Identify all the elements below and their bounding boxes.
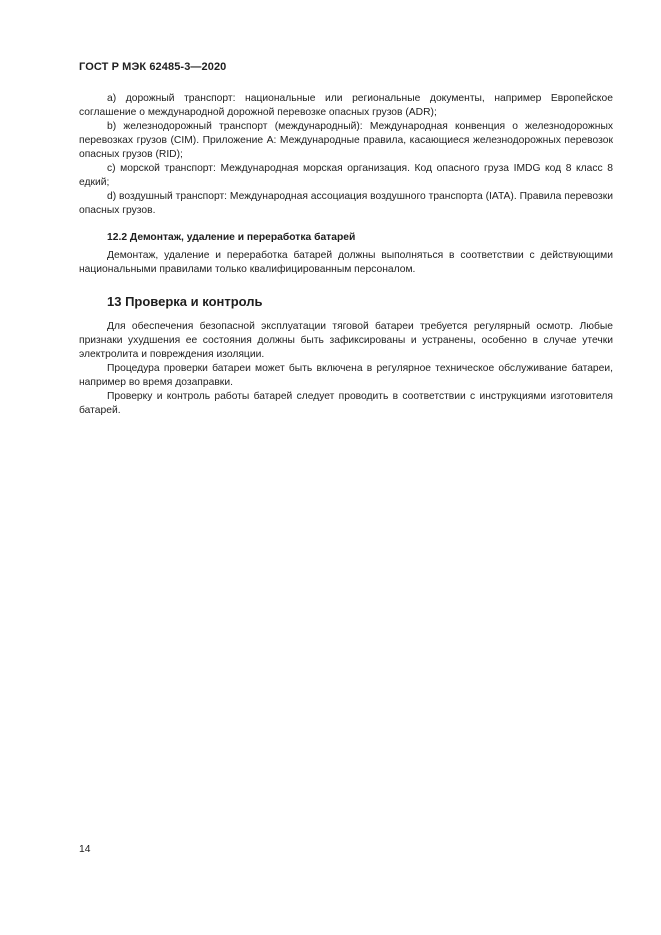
paragraph: Процедура проверки батареи может быть включена в регулярное техническое обслуживание батареи, например во время дозаправки. xyxy=(79,363,613,388)
transport-item-road: а) дорожный транспорт: национальные или региональные документы, например Европейское соглашение о международной дорожной перевозке опасных грузов (ADR); xyxy=(79,93,613,118)
section-heading: 13 Проверка и контроль xyxy=(107,294,263,309)
paragraph: Проверку и контроль работы батарей следует проводить в соответствии с инструкциями изготовителя батарей. xyxy=(79,391,613,416)
paragraph: Демонтаж, удаление и переработка батарей должны выполняться в соответствии с действующими национальными правилами только квалифицированным персоналом. xyxy=(79,250,613,275)
document-header: ГОСТ Р МЭК 62485-3—2020 xyxy=(79,61,227,73)
subsection-heading: 12.2 Демонтаж, удаление и переработка батарей xyxy=(107,232,356,243)
paragraph: Для обеспечения безопасной эксплуатации тяговой батареи требуется регулярный осмотр. Любые признаки ухудшения ее состояния должны быть зафиксированы и устранены, особенно в случае утечки электролита и повреждения изоляции. xyxy=(79,321,613,360)
transport-item-air: d) воздушный транспорт: Международная ассоциация воздушного транспорта (IATA). Правила перевозки опасных грузов. xyxy=(79,191,613,216)
page-number: 14 xyxy=(79,844,91,855)
page-content xyxy=(79,92,613,418)
transport-item-sea: с) морской транспорт: Международная морская организация. Код опасного груза IMDG код 8 класс 8 едкий; xyxy=(79,163,613,188)
transport-item-rail: b) железнодорожный транспорт (международный): Международная конвенция о железнодорожных перевозках грузов (CIM). Приложение А: Международные правила, касающиеся железнодорожных перевозок опасных грузов (RID); xyxy=(79,121,613,160)
